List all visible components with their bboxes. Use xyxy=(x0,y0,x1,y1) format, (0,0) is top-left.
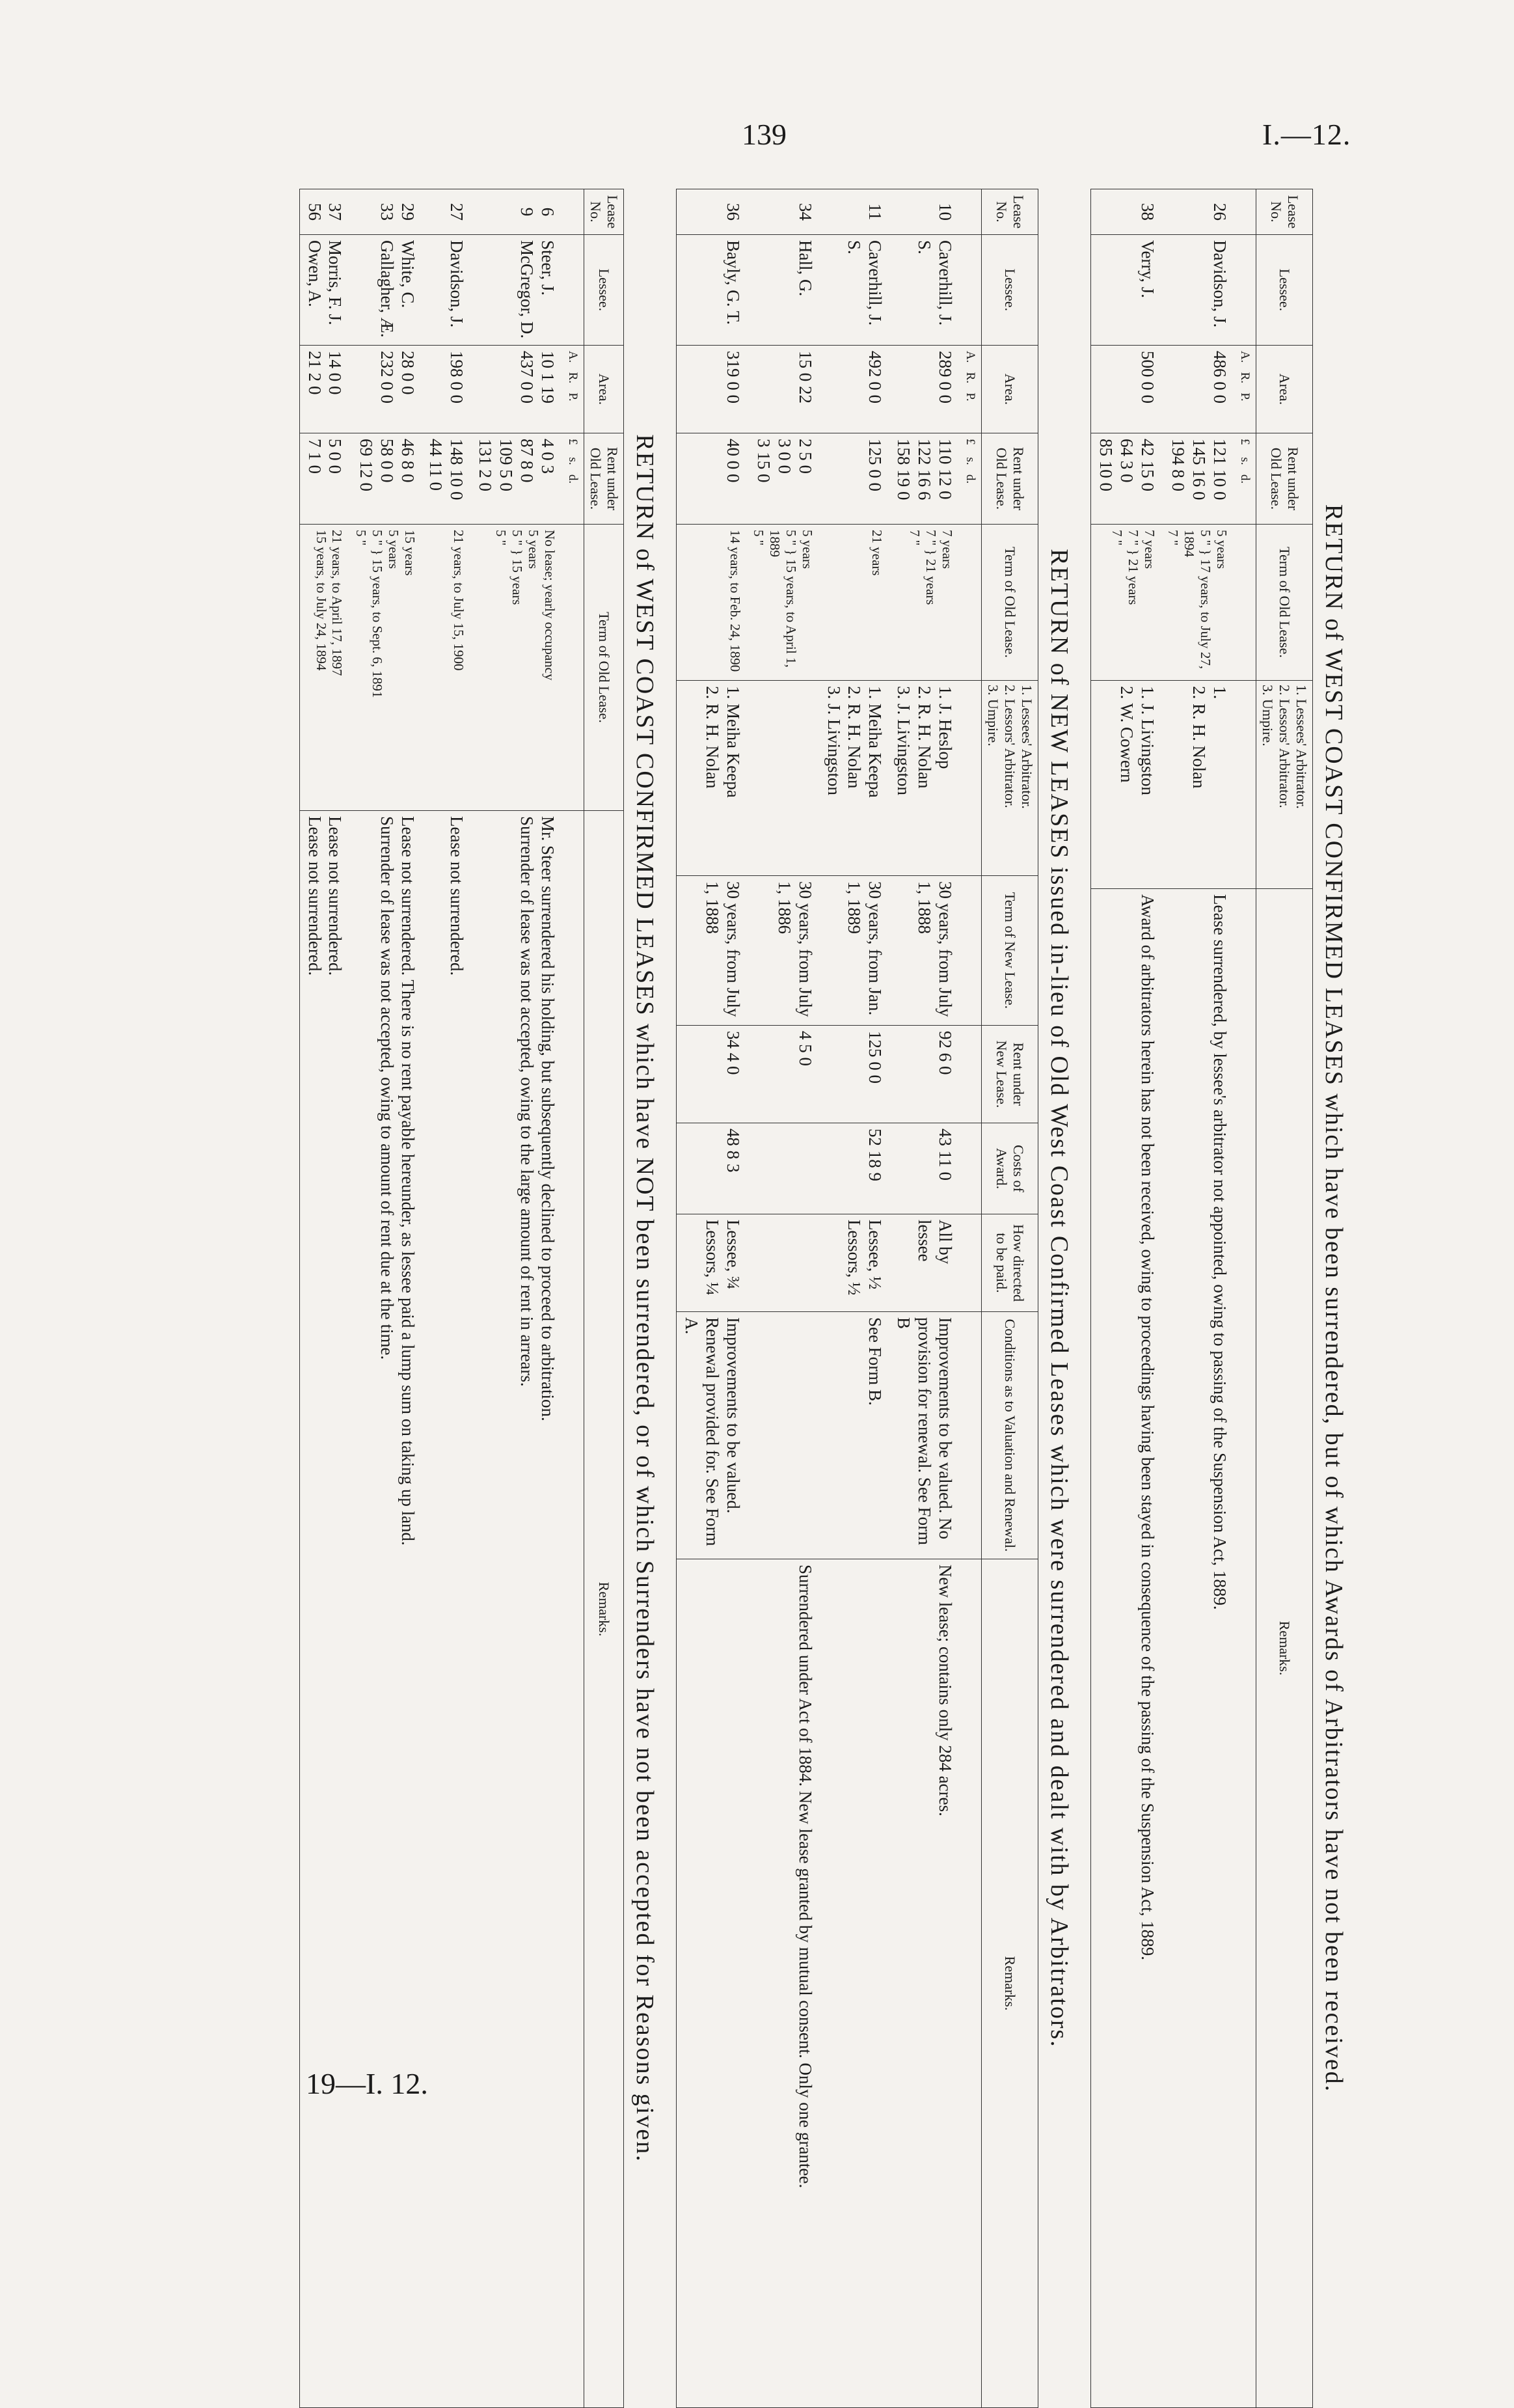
column-header: Term of Old Lease. xyxy=(584,525,624,811)
area: 486 0 0 xyxy=(1161,346,1234,433)
remarks xyxy=(677,1559,747,2408)
column-header: Lease No. xyxy=(584,189,624,235)
area-units: A. R. P. xyxy=(1234,346,1256,433)
lease-number: 34 xyxy=(747,189,819,235)
sheet-reference: 19—I. 12. xyxy=(306,2067,428,2100)
term: 5 years 5 " } 17 years, to July 27, 1894 7 " xyxy=(1161,525,1234,681)
column-header: Lessee. xyxy=(584,235,624,346)
how-paid: Lessee, ½ Lessors, ½ xyxy=(819,1214,889,1312)
column-header: Area. xyxy=(982,346,1038,433)
rent: 46 8 0 58 0 0 69 12 0 xyxy=(349,433,422,525)
lessee: Steer, J. McGregor, D. xyxy=(470,235,561,346)
term: 7 years 7 " } 21 years 7 " xyxy=(889,525,959,681)
lessee: Morris, F. J. Owen, A. xyxy=(299,235,349,346)
rent: 40 0 0 xyxy=(677,433,747,525)
new-rent: 4 5 0 xyxy=(747,1026,819,1123)
conditions: See Form B. xyxy=(819,1312,889,1559)
new-term: 30 years, from Jan. 1, 1889 xyxy=(819,876,889,1026)
remarks: Lease not surrendered. xyxy=(422,811,471,2408)
table-row xyxy=(349,189,422,2408)
area: 319 0 0 xyxy=(677,346,747,433)
arbitrators: 1. J. Heslop 2. R. H. Nolan 3. J. Livingston xyxy=(889,681,959,876)
rent: 2 5 0 3 0 0 3 15 0 xyxy=(747,433,819,525)
column-header: Area. xyxy=(584,346,624,433)
page-number: 139 xyxy=(742,118,787,151)
lessee: Bayly, G. T. xyxy=(677,235,747,346)
column-header: Lessee. xyxy=(1256,235,1313,346)
remarks: Lease not surrendered. There is no rent payable hereunder, as lessee paid a lump sum on taking up land. Surrender of lease was not accepted, owing to amount of rent due at the time. xyxy=(349,811,422,2408)
term: 15 years 5 years 5 " } 15 years, to Sept. 6, 1891 5 " xyxy=(349,525,422,811)
arbitrators: 1. Meiha Keepa 2. R. H. Nolan xyxy=(677,681,747,876)
lease-number: 26 xyxy=(1161,189,1234,235)
column-header: Area. xyxy=(1256,346,1313,433)
column-header: Rent under Old Lease. xyxy=(982,433,1038,525)
lease-number: 6 9 xyxy=(470,189,561,235)
new-rent: 34 4 0 xyxy=(677,1026,747,1123)
area-units: A. R. P. xyxy=(959,346,982,433)
new-rent: 125 0 0 xyxy=(819,1026,889,1123)
table-row xyxy=(561,189,584,2408)
term: 21 years, to April 17, 1897 15 years, to July 24, 1894 xyxy=(299,525,349,811)
term: No lease; yearly occupancy 5 years 5 " } 15 years 5 " xyxy=(470,525,561,811)
costs: 52 18 9 xyxy=(819,1123,889,1214)
table-row xyxy=(959,189,982,2408)
conditions xyxy=(747,1312,819,1559)
rent: 125 0 0 xyxy=(819,433,889,525)
column-header: Lease No. xyxy=(1256,189,1313,235)
lessee: Caverhill, J. S. xyxy=(889,235,959,346)
rent: 121 10 0 145 16 0 194 8 0 xyxy=(1161,433,1234,525)
lessee: Davidson, J. xyxy=(422,235,471,346)
column-header: How directed to be paid. xyxy=(982,1214,1038,1312)
table1 xyxy=(1090,189,1313,2408)
rent-units: £ s. d. xyxy=(959,433,982,525)
table2-title: RETURN of NEW LEASES issued in-lieu of Old West Coast Confirmed Leases which were surrendered and dealt with by Arbitrators. xyxy=(1046,549,1074,2048)
column-header: 1. Lessees' Arbitrator. 2. Lessors' Arbitrator. 3. Umpire. xyxy=(982,681,1038,876)
area: 10 1 19 437 0 0 xyxy=(470,346,561,433)
new-term: 30 years, from July 1, 1886 xyxy=(747,876,819,1026)
lease-number: 38 xyxy=(1091,189,1161,235)
lessee: Davidson, J. xyxy=(1161,235,1234,346)
remarks: Award of arbitrators herein has not been received, owing to proceedings having been stayed in consequence of the passing of the Suspension Act, 1889. xyxy=(1091,889,1161,2408)
table-row xyxy=(1161,189,1234,2408)
column-header: 1. Lessees' Arbitrator. 2. Lessors' Arbitrator. 3. Umpire. xyxy=(1256,681,1313,889)
arbitrators xyxy=(747,681,819,876)
new-term: 30 years, from July 1, 1888 xyxy=(677,876,747,1026)
rent: 4 0 3 87 8 0 109 5 0 131 2 0 xyxy=(470,433,561,525)
column-header: Conditions as to Valuation and Renewal. xyxy=(982,1312,1038,1559)
table-row xyxy=(422,189,471,2408)
costs: 43 11 0 xyxy=(889,1123,959,1214)
new-rent: 92 6 0 xyxy=(889,1026,959,1123)
remarks: Lease surrendered, by lessee's arbitrator not appointed, owing to passing of the Suspension Act, 1889. xyxy=(1161,889,1234,2408)
costs: 48 8 3 xyxy=(677,1123,747,1214)
table2 xyxy=(676,189,1038,2408)
area: 28 0 0 232 0 0 xyxy=(349,346,422,433)
lessee: Caverhill, J. S. xyxy=(819,235,889,346)
column-header: Remarks. xyxy=(1256,889,1313,2408)
lessee: Hall, G. xyxy=(747,235,819,346)
arbitrators: 1. J. Livingston 2. W. Cowern xyxy=(1091,681,1161,889)
remarks: Mr. Steer surrendered his holding, but subsequently declined to proceed to arbitration. Surrender of lease was not accepted, owing to the large amount of rent in arrears. xyxy=(470,811,561,2408)
lease-number: 10 xyxy=(889,189,959,235)
area: 492 0 0 xyxy=(819,346,889,433)
remarks xyxy=(819,1559,889,2408)
term: 21 years, to July 15, 1900 xyxy=(422,525,471,811)
column-header: Rent under Old Lease. xyxy=(1256,433,1313,525)
rent: 148 10 0 44 11 0 xyxy=(422,433,471,525)
column-header: Lessee. xyxy=(982,235,1038,346)
lease-number: 11 xyxy=(819,189,889,235)
new-term: 30 years, from July 1, 1888 xyxy=(889,876,959,1026)
lease-number: 27 xyxy=(422,189,471,235)
remarks: New lease; contains only 284 acres. xyxy=(889,1559,959,2408)
conditions: Improvements to be valued. No provision for renewal. See Form B xyxy=(889,1312,959,1559)
rotated-tables xyxy=(189,189,1353,2408)
area: 289 0 0 xyxy=(889,346,959,433)
column-header: Lease No. xyxy=(982,189,1038,235)
term: 7 years 7 " } 21 years 7 " xyxy=(1091,525,1161,681)
term: 21 years xyxy=(819,525,889,681)
paper-reference: I.—12. xyxy=(1262,118,1351,151)
column-header: Term of New Lease. xyxy=(982,876,1038,1026)
remarks: Surrendered under Act of 1884. New lease granted by mutual consent. Only one grantee. xyxy=(747,1559,819,2408)
table-row xyxy=(747,189,819,2408)
column-header: Remarks. xyxy=(584,811,624,2408)
area-units: A. R. P. xyxy=(561,346,584,433)
lease-number: 37 56 xyxy=(299,189,349,235)
table1-title: RETURN of WEST COAST CONFIRMED LEASES which have been surrendered, but of which Awards of Arbitrators have not been received. xyxy=(1320,504,1347,2093)
term: 14 years, to Feb. 24, 1890 xyxy=(677,525,747,681)
column-header: Term of Old Lease. xyxy=(982,525,1038,681)
rent: 110 12 0 122 16 6 158 19 0 xyxy=(889,433,959,525)
lessee: White, C. Gallagher, Æ. xyxy=(349,235,422,346)
table3 xyxy=(299,189,624,2408)
area: 500 0 0 xyxy=(1091,346,1161,433)
table-row xyxy=(1234,189,1256,2408)
conditions: Improvements to be valued. Renewal provided for. See Form A. xyxy=(677,1312,747,1559)
table-row xyxy=(299,189,349,2408)
area: 15 0 22 xyxy=(747,346,819,433)
rent-units: £ s. d. xyxy=(561,433,584,525)
how-paid xyxy=(747,1214,819,1312)
column-header: Costs of Award. xyxy=(982,1123,1038,1214)
column-header: Term of Old Lease. xyxy=(1256,525,1313,681)
table3-title: RETURN of WEST COAST CONFIRMED LEASES which have NOT been surrendered, or of which Surrenders have not been accepted for Reasons given. xyxy=(631,434,659,2163)
table-row xyxy=(889,189,959,2408)
table-row xyxy=(819,189,889,2408)
arbitrators: 1. Meiha Keepa 2. R. H. Nolan 3. J. Livingston xyxy=(819,681,889,876)
column-header: Remarks. xyxy=(982,1559,1038,2408)
area: 198 0 0 xyxy=(422,346,471,433)
table-row xyxy=(470,189,561,2408)
rent: 42 15 0 64 3 0 85 10 0 xyxy=(1091,433,1161,525)
area: 14 0 0 21 2 0 xyxy=(299,346,349,433)
rent: 5 0 0 7 1 0 xyxy=(299,433,349,525)
table-row xyxy=(677,189,747,2408)
lease-number: 29 33 xyxy=(349,189,422,235)
column-header: Rent under Old Lease. xyxy=(584,433,624,525)
lessee: Verry, J. xyxy=(1091,235,1161,346)
how-paid: Lessee, ¾ Lessors, ¼ xyxy=(677,1214,747,1312)
rent-units: £ s. d. xyxy=(1234,433,1256,525)
remarks: Lease not surrendered. Lease not surrendered. xyxy=(299,811,349,2408)
lease-number: 36 xyxy=(677,189,747,235)
column-header: Rent under New Lease. xyxy=(982,1026,1038,1123)
how-paid: All by lessee xyxy=(889,1214,959,1312)
table-row xyxy=(1091,189,1161,2408)
costs xyxy=(747,1123,819,1214)
term: 5 years 5 " } 15 years, to April 1, 1889 5 " xyxy=(747,525,819,681)
arbitrators: 1. 2. R. H. Nolan xyxy=(1161,681,1234,889)
